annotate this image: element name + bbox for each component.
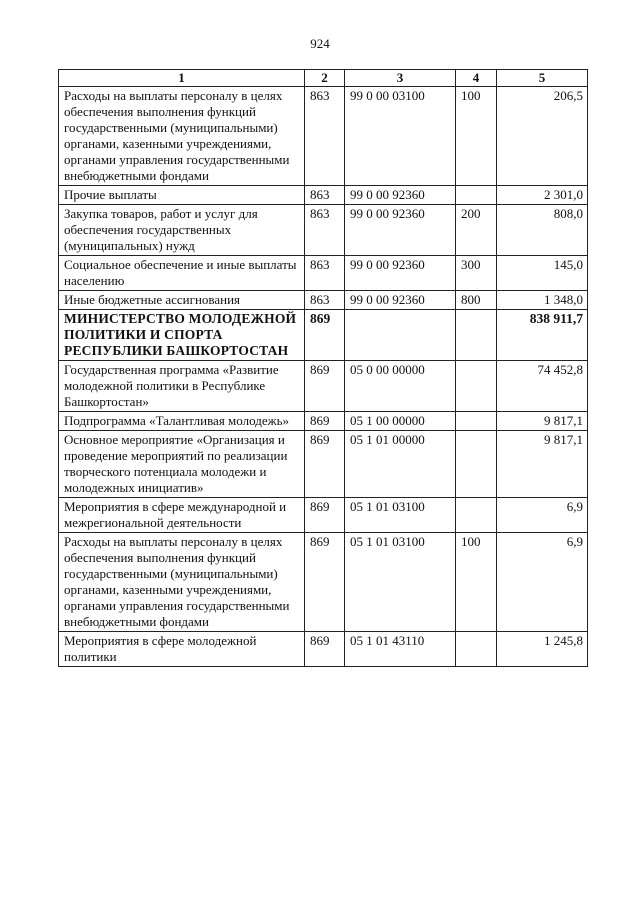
- row-ministry-code: 869: [305, 632, 345, 667]
- table-row: [59, 632, 588, 667]
- table-row: [59, 186, 588, 205]
- row-expense-type: 800: [456, 291, 497, 310]
- row-expense-type: [456, 186, 497, 205]
- table-row: [59, 361, 588, 412]
- row-expense-type: [456, 498, 497, 533]
- row-amount: 6,9: [497, 498, 588, 533]
- row-ministry-code: 869: [305, 498, 345, 533]
- row-name: Подпрограмма «Талантливая молодежь»: [59, 412, 305, 431]
- row-amount: 145,0: [497, 256, 588, 291]
- row-target-code: 05 1 01 03100: [345, 498, 456, 533]
- row-name: Прочие выплаты: [59, 186, 305, 205]
- row-target-code: 05 1 01 43110: [345, 632, 456, 667]
- row-amount: 9 817,1: [497, 431, 588, 498]
- header-col-1: 1: [59, 70, 305, 87]
- header-row: [59, 70, 588, 87]
- row-ministry-code: 863: [305, 205, 345, 256]
- table-row: [59, 310, 588, 361]
- row-name: Государственная программа «Развитие молодежной политики в Республике Башкортостан»: [59, 361, 305, 412]
- row-name: МИНИСТЕРСТВО МОЛОДЕЖНОЙ ПОЛИТИКИ И СПОРТА РЕСПУБЛИКИ БАШКОРТОСТАН: [59, 310, 305, 361]
- row-expense-type: 100: [456, 87, 497, 186]
- row-name: Основное мероприятие «Организация и проведение мероприятий по реализации творческого потенциала молодежи и молодежных инициатив»: [59, 431, 305, 498]
- row-name: Мероприятия в сфере международной и межрегиональной деятельности: [59, 498, 305, 533]
- table-row: [59, 498, 588, 533]
- row-expense-type: [456, 632, 497, 667]
- row-expense-type: 200: [456, 205, 497, 256]
- table-row: [59, 291, 588, 310]
- table-row: [59, 412, 588, 431]
- row-amount: 838 911,7: [497, 310, 588, 361]
- row-amount: 9 817,1: [497, 412, 588, 431]
- header-col-3: 3: [345, 70, 456, 87]
- row-ministry-code: 869: [305, 533, 345, 632]
- row-expense-type: [456, 361, 497, 412]
- table-row: [59, 256, 588, 291]
- row-ministry-code: 869: [305, 310, 345, 361]
- row-expense-type: [456, 310, 497, 361]
- table-row: [59, 533, 588, 632]
- table-row: [59, 87, 588, 186]
- table-row: [59, 431, 588, 498]
- header-col-2: 2: [305, 70, 345, 87]
- row-ministry-code: 863: [305, 256, 345, 291]
- row-ministry-code: 869: [305, 361, 345, 412]
- row-target-code: 05 1 01 00000: [345, 431, 456, 498]
- row-ministry-code: 863: [305, 186, 345, 205]
- budget-table: [58, 69, 588, 667]
- row-target-code: [345, 310, 456, 361]
- row-amount: 74 452,8: [497, 361, 588, 412]
- row-expense-type: 300: [456, 256, 497, 291]
- header-col-5: 5: [497, 70, 588, 87]
- row-amount: 6,9: [497, 533, 588, 632]
- row-amount: 1 245,8: [497, 632, 588, 667]
- row-name: Расходы на выплаты персоналу в целях обеспечения выполнения функций государственными (муниципальными) органами, казенными учреждениями, органами управления государственными внебюджетными фондами: [59, 533, 305, 632]
- row-amount: 1 348,0: [497, 291, 588, 310]
- row-name: Социальное обеспечение и иные выплаты населению: [59, 256, 305, 291]
- row-target-code: 99 0 00 92360: [345, 256, 456, 291]
- row-expense-type: [456, 412, 497, 431]
- row-target-code: 05 1 00 00000: [345, 412, 456, 431]
- row-ministry-code: 863: [305, 291, 345, 310]
- row-expense-type: [456, 431, 497, 498]
- row-amount: 206,5: [497, 87, 588, 186]
- row-expense-type: 100: [456, 533, 497, 632]
- table-body: [59, 87, 588, 667]
- row-amount: 2 301,0: [497, 186, 588, 205]
- row-name: Мероприятия в сфере молодежной политики: [59, 632, 305, 667]
- row-ministry-code: 869: [305, 431, 345, 498]
- row-target-code: 99 0 00 92360: [345, 291, 456, 310]
- table-header: [59, 70, 588, 87]
- row-name: Закупка товаров, работ и услуг для обеспечения государственных (муниципальных) нужд: [59, 205, 305, 256]
- table-row: [59, 205, 588, 256]
- row-ministry-code: 869: [305, 412, 345, 431]
- row-amount: 808,0: [497, 205, 588, 256]
- row-target-code: 05 1 01 03100: [345, 533, 456, 632]
- row-ministry-code: 863: [305, 87, 345, 186]
- row-target-code: 99 0 00 92360: [345, 186, 456, 205]
- row-target-code: 05 0 00 00000: [345, 361, 456, 412]
- page-number: 924: [310, 36, 330, 51]
- row-name: Расходы на выплаты персоналу в целях обеспечения выполнения функций государственными (муниципальными) органами, казенными учреждениями, органами управления государственными внебюджетными фондами: [59, 87, 305, 186]
- row-target-code: 99 0 00 92360: [345, 205, 456, 256]
- row-name: Иные бюджетные ассигнования: [59, 291, 305, 310]
- header-col-4: 4: [456, 70, 497, 87]
- row-target-code: 99 0 00 03100: [345, 87, 456, 186]
